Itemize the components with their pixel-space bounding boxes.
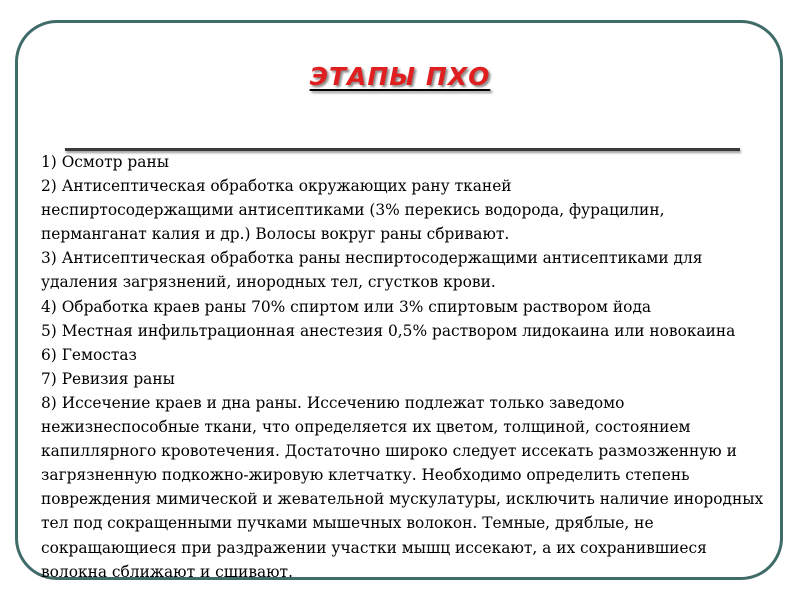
step-3 [41, 246, 793, 294]
step-2-line: 2) Антисептическая обработка окружающих рану тканей [41, 177, 512, 196]
steps-list [41, 150, 793, 584]
step-4-line: 4) Обработка краев раны 70% спиртом или 3% спиртовым раствором йода [41, 297, 652, 316]
step-8-line: капиллярного кровотечения. Достаточно широко следует иссекать размозженную и [41, 442, 737, 461]
step-8-line: загрязненную подкожно-жировую клетчатку. Необходимо определить степень [41, 466, 690, 485]
step-8-line: волокна сближают и сшивают. [41, 562, 293, 581]
step-6-line: 6) Гемостаз [41, 345, 137, 364]
step-5-line: 5) Местная инфильтрационная анестезия 0,5% раствором лидокаина или новокаина [41, 321, 736, 340]
step-1 [41, 150, 793, 174]
step-3-line: 3) Антисептическая обработка раны неспиртосодержащими антисептиками для [41, 249, 703, 268]
step-1-line: 1) Осмотр раны [41, 153, 169, 171]
step-7-line: 7) Ревизия раны [41, 369, 175, 388]
step-2 [41, 174, 793, 246]
slide-title: ЭТАПЫ ПХО [309, 62, 491, 91]
step-8-line: тел под сокращенными пучками мышечных волокон. Темные, дряблые, не [41, 514, 654, 533]
step-6 [41, 343, 793, 367]
step-8 [41, 391, 793, 584]
step-2-line: перманганат калия и др.) Волосы вокруг раны сбривают. [41, 225, 510, 244]
step-3-line: удаления загрязнений, инородных тел, сгустков крови. [41, 273, 496, 292]
step-4 [41, 295, 793, 319]
step-8-line: сокращающиеся при раздражении участки мышц иссекают, а их сохранившиеся [41, 538, 707, 557]
step-8-line: повреждения мимической и жевательной мускулатуры, исключить наличие инородных [41, 490, 764, 509]
step-8-line: 8) Иссечение краев и дна раны. Иссечению подлежат только заведомо [41, 393, 625, 412]
step-8-line: нежизнеспособные ткани, что определяется их цветом, толщиной, состоянием [41, 418, 691, 437]
step-5 [41, 319, 793, 343]
step-7 [41, 367, 793, 391]
step-2-line: неспиртосодержащими антисептиками (3% перекись водорода, фурацилин, [41, 201, 665, 220]
